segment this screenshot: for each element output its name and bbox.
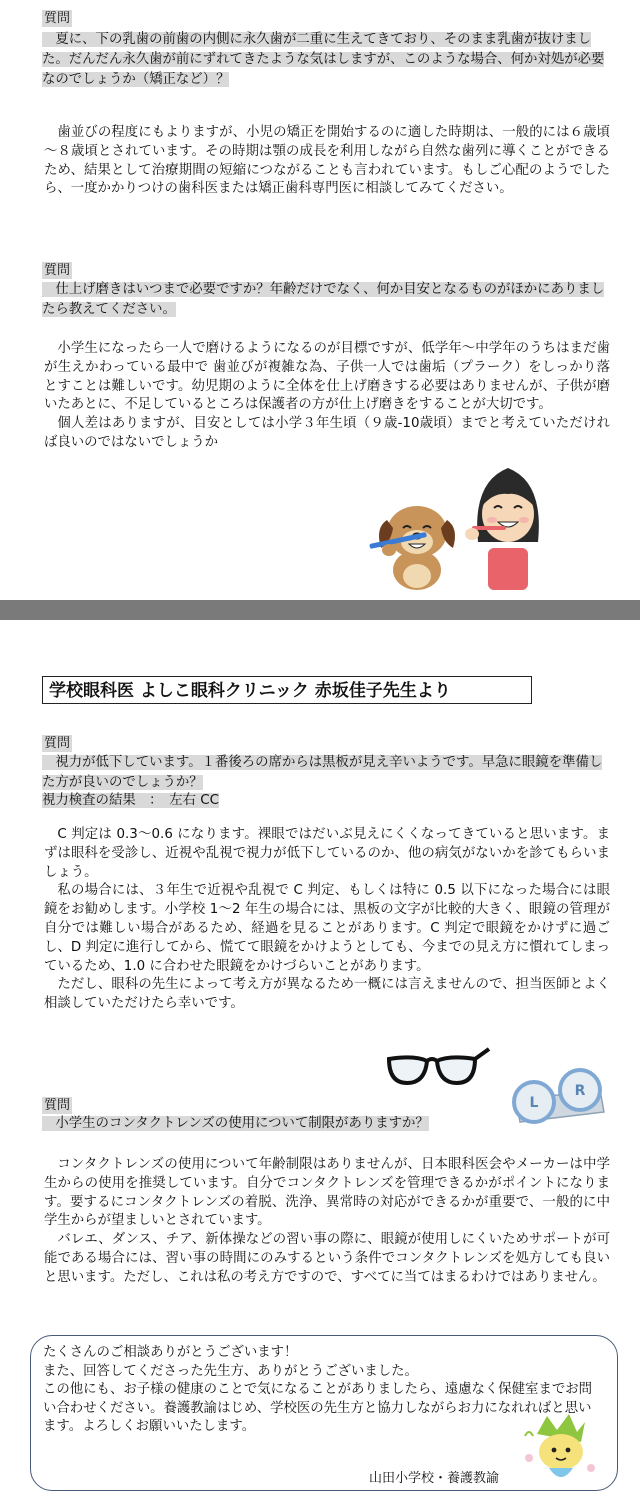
q2-label: 質問 xyxy=(44,263,71,278)
mascot-icon xyxy=(519,1406,599,1490)
q1-answer-para-1: 歯並びの程度にもよりますが、小児の矯正を開始するのに適した時期は、一般的には６歳頃～８歳頃とされています。その時期は顎の成長を利用しながら自然な歯列に導くことができるため、結果として治療期間の短縮につながることも言われています。もしご心配のようでしたら、一度かかりつけの歯科医または矯正歯科専門医に相談してみてください。 xyxy=(44,125,610,197)
q4-question xyxy=(42,1114,522,1134)
q3-result-text: 視力検査の結果 ： 左右 CC xyxy=(42,793,219,808)
lens-case-right-letter: R xyxy=(574,1083,586,1099)
q4-answer-para-1: コンタクトレンズの使用について年齢制限はありませんが、日本眼科医会やメーカーは中学生からの使用を推奨しています。自分でコンタクトレンズを管理できるかがポイントになります。要するにコンタクトレンズの着脱、洗浄、異常時の対応ができるかが重要で、一般的に中学生からが望ましいとされています。 xyxy=(44,1157,610,1229)
page-1 xyxy=(0,0,640,600)
q1-question xyxy=(42,30,612,90)
q4-label: 質問 xyxy=(44,1098,71,1113)
dog-toothbrush-icon xyxy=(365,498,465,590)
q2-answer xyxy=(44,340,610,453)
girl-toothbrush-icon xyxy=(458,462,558,590)
q3-question-text: 視力が低下しています。１番後ろの席からは黒板が見え辛いようです。早急に眼鏡を準備した方が良いのでしょうか？ xyxy=(42,755,603,790)
q1-label: 質問 xyxy=(44,11,71,26)
glasses-icon xyxy=(385,1045,491,1091)
q3-answer-para-1: C 判定は 0.3～0.6 になります。裸眼ではだいぶ見えにくくなってきていると思います。まずは眼科を受診し、近視や乱視で視力が低下しているのか、他の病気がないかを診てもらいましょう。 xyxy=(44,827,610,880)
q3-label: 質問 xyxy=(44,736,71,751)
q2-question xyxy=(42,280,612,320)
q2-answer-para-1: 小学生になったら一人で磨けるようになるのが目標ですが、低学年～中学年のうちはまだ歯が生えかわっている最中で 歯並びが複雑な為、子供一人では歯垢（プラーク）をしっかり落とすことは難しいです。幼児期のように全体を仕上げ磨きする必要はありませんが、子供が磨いたあとに、不足しているところは保護者の方が仕上げ磨きをすることが大切です。 xyxy=(44,341,610,413)
q2-question-text: 仕上げ磨きはいつまで必要ですか？年齢だけでなく、何か目安となるものがほかにありましたら教えてください。 xyxy=(42,282,605,317)
q2-answer-para-2: 個人差はありますが、目安としては小学３年生頃（９歳-10歳頃）までと考えていただければ良いのではないでしょうか xyxy=(44,416,610,450)
signature: 山田小学校・養護教諭 xyxy=(368,1471,499,1486)
closing-notice xyxy=(30,1335,618,1491)
q3-answer xyxy=(44,826,610,1014)
q1-answer xyxy=(44,124,610,199)
q1-question-text: 夏に、下の乳歯の前歯の内側に永久歯が二重に生えてきており、そのまま乳歯が抜けました。だんだん永久歯が前にずれてきたような気はしますが、このような場合、何か対処が必要なのでしょうか（矯正など）？ xyxy=(42,32,605,87)
page-gap xyxy=(0,600,640,620)
notice-line-2: また、回答してくださった先生方、ありがとうございました。 xyxy=(43,1363,418,1379)
q3-question xyxy=(42,753,612,793)
q3-result xyxy=(42,792,612,810)
page-2 xyxy=(0,620,640,1497)
q3-answer-para-2: 私の場合には、３年生で近視や乱視で C 判定、もしくは特に 0.5 以下になった場合には眼鏡をお勧めします。小学校 1～2 年生の場合には、黒板の文字が比較的大きく、眼鏡の管理が自分では難しい場合があるため、経過を見ることがあります。C 判定で眼鏡をかけずに過ごし、D 判定に進行してから、慌てて眼鏡をかけようとしても、今までの見え方に慣れてしまっているため、1.0 に合わせた眼鏡をかけづらいことがあります。 xyxy=(44,883,610,974)
q4-question-text: 小学生のコンタクトレンズの使用について制限がありますか？ xyxy=(42,1116,429,1131)
q3-answer-para-3: ただし、眼科の先生によって考え方が異なるため一概には言えませんので、担当医師とよく相談していただけたら幸いです。 xyxy=(44,977,610,1012)
lens-case-left-letter: L xyxy=(529,1095,539,1111)
notice-line-3: この他にも、お子様の健康のことで気になることがありましたら、遠慮なく保健室までお問い合わせください。養護教諭はじめ、学校医の先生方と協力しながらお力になれればと思います。よろしくお願いいたします。 xyxy=(43,1382,593,1434)
q4-answer xyxy=(44,1156,610,1288)
section-title: 学校眼科医 よしこ眼科クリニック 赤坂佳子先生より xyxy=(42,676,532,704)
notice-line-1: たくさんのご相談ありがとうございます！ xyxy=(43,1345,298,1360)
q4-answer-para-2: バレエ、ダンス、チア、新体操などの習い事の際に、眼鏡が使用しにくいためサポートが可能である場合には、習い事の時間にのみするという条件でコンタクトレンズを処方しても良いと思います。ただし、これは私の考え方ですので、すべてに当てはまるわけではありません。 xyxy=(44,1232,610,1285)
